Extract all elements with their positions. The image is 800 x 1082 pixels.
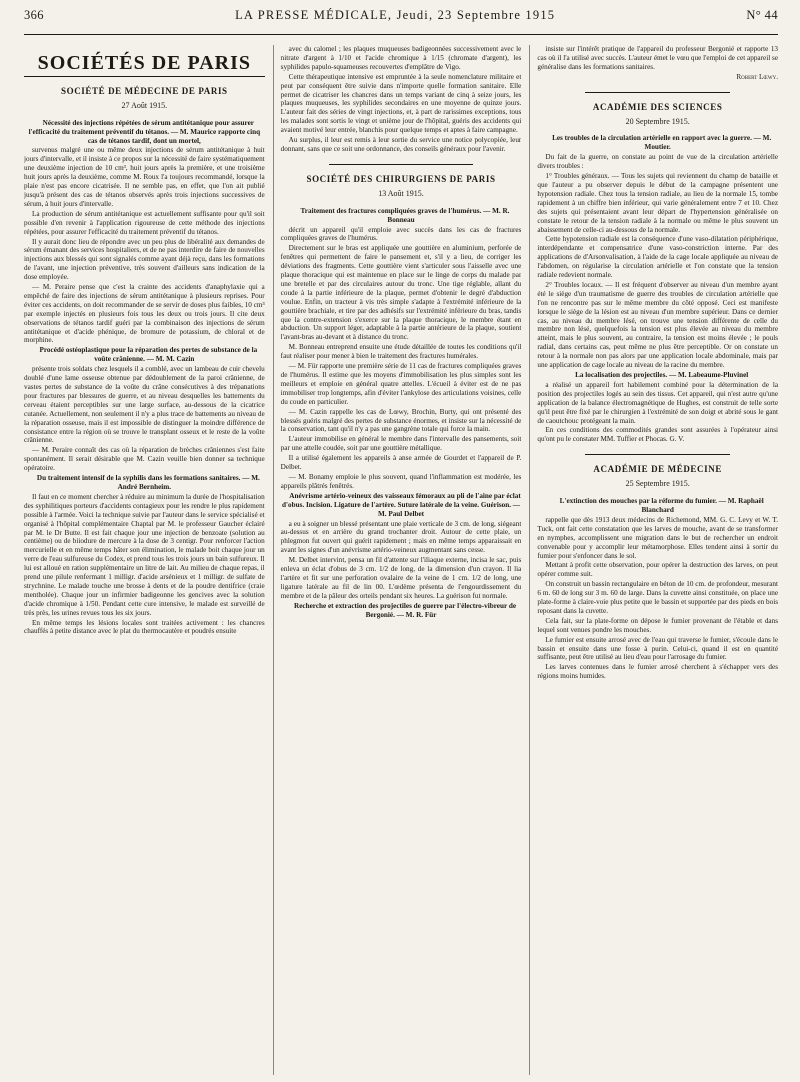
page-number: 366 (24, 8, 44, 22)
issue-number: N° 44 (746, 8, 778, 22)
society-title: SOCIÉTÉ DE MÉDECINE DE PARIS (61, 85, 228, 96)
col1-items (24, 119, 265, 637)
paragraph: Il a utilisé également les appareils à anse armée de Gourdet et l'appareil de P. Delbet. (280, 454, 522, 472)
paragraph: a eu à soigner un blessé présentant une plaie verticale de 3 cm. de long, siégeant au-dessus et en arrière du grand trochanter droit. Autour de cette plaie, un phlegmon fut ouvert qui guérit rapidement ; mais en même temps apparaissait en avant les signes d'un anévrisme artério-veineux augmentant sans cesse. (280, 519, 522, 555)
paragraph: Cette thérapeutique intensive est empruntée à la seule nomenclature militaire et peut par conséquent être suivie dans n'importe quelle formation sanitaire. Elle permet de cicatriser les chancres dans un temps variant de cinq à seize jours, les plaques muqueuses, les syphilides secondaires en une moyenne de quinze jours. L'auteur fait des séries de vingt injections, et, à part de rarissimes exceptions, tous les malades sont sortis le vingt et unième jour de l'hôpital, guéris des accidents qui avaient motivé leur entrée, blanchis pour quelque temps et aptes à faire campagne. (280, 72, 522, 135)
paragraph: décrit un appareil qu'il emploie avec succès dans les cas de fractures compliquées graves de l'humérus. (280, 225, 522, 243)
society-title: SOCIÉTÉ DES CHIRURGIENS DE PARIS (306, 173, 496, 184)
column-3 (529, 45, 778, 1075)
col3-continuation (537, 45, 778, 72)
paragraph: présente trois soldats chez lesquels il a comblé, avec un lambeau de cuir chevelu doublé d'une lame osseuse obtenue par dédoublement de la paroi crânienne, de vastes pertes de substance de la voûte du crâne consécutives à des trépanations pour fractures par blessures de guerre, et au niveau desquelles les battements du cerveau étaient perceptibles sur une large surface, au-dessous de la cicatrice cutanée. Actuellement, non seulement il n'y a plus trace de battements au niveau de la réparation osseuse, mais il est impossible de distinguer la moindre différence de consistance entre la région où se trouve le transplant osseux et le reste de la voûte crânienne. (24, 365, 265, 445)
paragraph: 1° Troubles généraux. — Tous les sujets qui reviennent du champ de bataille et que l'auteur a pu observer depuis le début de la campagne présentent une hypotension radiale. Chez tous la tension radiale, au lieu de la normale 15, tombe rapidement à un chiffre bien inférieur, qui varie généralement entre 7 et 10. Chez des sujets qui présentaient avant leur départ de l'hypertension généralisée on constate le retour de la tension radiale à la normale ou même le plus souvent un abaissement de celle-ci au-dessous de la normale. (537, 172, 779, 234)
article-heading: Les troubles de la circulation artérielle en rapport avec la guerre. — M. Moutier. (552, 134, 772, 152)
paragraph: M. Bonneau entreprend ensuite une étude détaillée de toutes les conditions qu'il faut réaliser pour mener à bien le traitement des fractures humérales. (280, 343, 522, 361)
paragraph: survenus malgré une ou même deux injections de sérum antitétanique à huit jours d'intervalle, et il insiste à ce propos sur la nécessité de faire systématiquement une deuxième injection de 10 cm³, huit jours après la première, et une troisième huit jours après la deuxième, comme M. Roux l'a toujours recommandé, lorsque la plaie n'est pas encore cicatrisée. Il ne semble pas, en effet, que l'on ait publié jusqu'à présent des cas de tétanos observés après trois injections successives de sérum, à huit jours d'intervalle. (24, 146, 265, 208)
society-date: 13 Août 1915. (378, 188, 424, 198)
paragraph: Le fumier est ensuite arrosé avec de l'eau qui traverse le fumier, s'écoule dans le bassin et ensuite dans une fosse à purin. Celui-ci, quand il est en quantité suffisante, peut être utilisé au lieu d'eau pour l'arrosage du fumier. (537, 635, 779, 662)
paragraph: L'auteur immobilise en général le membre dans l'intervalle des pansements, soit par une attelle coudée, soit par une gouttière métallique. (280, 435, 522, 453)
paragraph: Cela fait, sur la plate-forme on dépose le fumier provenant de l'étable et dans lequel sont venues pondre les mouches. (537, 616, 779, 634)
col2-continuation (281, 45, 522, 154)
paragraph: La production de sérum antitétanique est actuellement suffisante pour qu'il soit possible d'en revenir à l'application rigoureuse de cette méthode des injections répétées, pour assurer l'efficacité du traitement préventif du tétanos. (24, 209, 265, 236)
col3-items-sciences (537, 134, 778, 444)
paragraph: Au surplus, il leur est remis à leur sortie du service une notice polycopiée, leur donnant, sans que ce soit une ordonnance, des conseils généraux pour l'avenir. (280, 136, 522, 153)
article-heading: Anévrisme artério-veineux des vaisseaux fémoraux au pli de l'aine par éclat d'obus. Incision. Ligature de l'artère. Suture latérale de la veine. Guérison. — M. Paul Delbet (282, 491, 521, 518)
article-heading: Du traitement intensif de la syphilis dans les formations sanitaires. — M. André Bernheim. (36, 474, 260, 491)
academy-date: 25 Septembre 1915. (625, 479, 690, 489)
paragraph: En même temps les lésions locales sont traitées activement : les chancres chauffés à petite distance avec le plat du thermocautère et poudrés ensuite (24, 618, 265, 636)
col3-items-medecine (537, 497, 778, 681)
separator (585, 92, 729, 93)
column-1 (24, 45, 265, 1075)
paragraph: — M. Bonamy emploie le plus souvent, quand l'inflammation est modérée, les appareils plâtrés fenêtrés. (280, 472, 522, 490)
paragraph: Il y aurait donc lieu de répondre avec un peu plus de libéralité aux demandes de sérum émanant des services hospitaliers, et de ne pas interdire de faire de nouvelles injections aux blessés qui sont signalés comme ayant déjà reçu, dans les formations de l'avant, une injection préventive, très souvent d'ailleurs sans indication de la dose employée. (24, 237, 265, 282)
article-heading: Traitement des fractures compliquées graves de l'humérus. — M. R. Bonneau (300, 206, 510, 224)
paragraph: Il faut en ce moment chercher à réduire au minimum la durée de l'hospitalisation des syphilitiques porteurs d'accidents contagieux pour les rendre le plus rapidement possible à l'armée. Voici la technique suivie par l'auteur dans le service spécialisé et organisé à l'hôpital complémentaire Chaptal par M. le professeur Gaucher éclairé par M. le Dr Butte. Il est fait chaque jour une injection de benzoate (solution au centième) ou de biiodure de mercure à la dose de 3 centigr. Pour renforcer l'action mercurielle et en même temps hâter son élimination, le malade boit chaque jour un verre de l'eau sulfureuse du Codex, et prend tous les trois jours un bain sulfureux. Il lui est alloué en ration supplémentaire un litre de lait. Au milieu de chaque repas, il prend une pilule renfermant 1 milligr. d'acide arsénieux et 1 milligr. de sulfate de strychnine. Le malade touche une brosse à dents et de la poudre dentifrice (craie mentholée). Chaque jour un infirmier badigeonne les gencives avec la solution d'acide chromique à 1/50. Pendant cette cure intensive, le malade est surveillé de très près, les urines revues tous les six jours. (24, 492, 265, 617)
signature: Robert Lœwy. (736, 72, 779, 81)
academy-title: ACADÉMIE DE MÉDECINE (593, 464, 722, 475)
paragraph: rappelle que dès 1913 deux médecins de Richemond, MM. G. C. Levy et W. T. Tuck, ont fait cette constatation que les larves de mouche, avant de se transformer en nymphes, accomplissent une migration dans le but de rechercher un endroit convenable pour y accomplir leur métamorphose. Elles tendent ainsi à sortir du fumier pour s'enfoncer dans le sol. (537, 515, 779, 560)
society-date: 27 Août 1915. (121, 100, 168, 110)
academy-date: 20 Septembre 1915. (625, 116, 690, 126)
paragraph: avec du calomel ; les plaques muqueuses badigeonnées successivement avec le nitrate d'argent à 1/10 et l'acide chromique à 1/15 (chromate d'argent), les syphilides papulo-squameuses recouvertes d'emplâtre de Vigo. (280, 45, 522, 71)
article-heading: Procédé ostéoplastique pour la réparation des pertes de substance de la voûte crânienne. — M. M. Cazin (39, 346, 258, 364)
journal-title: LA PRESSE MÉDICALE, Jeudi, 23 Septembre 1915 (235, 8, 556, 22)
paragraph: En ces conditions des commodités grandes sont assurées à l'opérateur ainsi qu'ont pu le constater MM. Tuffier et Phocas. G. V. (537, 426, 779, 444)
paragraph: Cette hypotension radiale est la conséquence d'une vaso-dilatation périphérique, interdépendante et compensatrice d'une vaso-constriction interne. Par des applications de d'Arsonvalisation, à l'aide de la cage locale appliquée au niveau de l'abdomen, on régularise la circulation artérielle et l'on constate que la tension radiale redevient normale. (537, 235, 779, 280)
separator (329, 164, 473, 165)
paragraph: Mettant à profit cette observation, pour opérer la destruction des larves, on peut opérer comme suit. (537, 561, 779, 579)
paragraph: — M. Peraire pense que c'est la crainte des accidents d'anaphylaxie qui a empêché de faire des injections de sérum antitétanique à plusieurs reprises. Pour éviter ces accidents, on doit recommander de se servir de doses plus faibles, 10 cm³ par exemple injectés en plusieurs fois tous les deux ou trois jours. Il cite deux observations de tétanos tardif guéri par la combinaison des injections de sérum antitétanique et d'acide phénique, de bromure de potassium, de chloral et de morphine. (24, 283, 265, 345)
paragraph: — M. Für rapporte une première série de 11 cas de fractures compliquées graves de l'humérus. Il estime que les moyens d'immobilisation les plus simples sont les meilleurs et emploie en général quatre attelles. L'écueil à éviter est de ne pas immobiliser trop longtemps, afin d'éviter l'ankylose des articulations voisines, celle du coude en particulier. (280, 362, 522, 406)
paragraph: a réalisé un appareil fort habilement combiné pour la détermination de la position des projectiles logés au sein des tissus. Cet appareil, qui n'est autre qu'une application de la balance électromagnétique de Hughes, est construit de telle sorte qu'il peut être fixé par le chirurgien à l'extrémité de son doigt et abrité sous le gant de caoutchouc protégeant la main. (537, 380, 779, 425)
paragraph: 2° Troubles locaux. — Il est fréquent d'observer au niveau d'un membre ayant été le siège d'un traumatisme de guerre des troubles de circulation artérielle que l'on ne rencontre pas sur le même membre du côté opposé. Ceci est manifeste lorsque le siège de la lésion est au niveau d'un membre supérieur. Dans ce dernier cas, au niveau du membre lésé, on trouve une tension différente de celle du membre non lésé, quelquefois la tension est plus élevée au niveau du membre atteint, mais le plus souvent, au contraire, la tension est moins élevée ; le pouls radial, dans certains cas, peut même ne plus être perceptible. Or on constate un retour à la normale non pas alors par une application locale abdominale, mais par une application de cage locale au niveau de la racine du membre. (537, 280, 779, 370)
col2-items (281, 207, 522, 620)
separator (585, 454, 729, 455)
article-heading: Recherche et extraction des projectiles de guerre par l'électro-vibreur de Bergonié. — M. R. Für (294, 601, 517, 619)
academy-title: ACADÉMIE DES SCIENCES (592, 101, 723, 112)
paragraph: On construit un bassin rectangulaire en béton de 10 cm. de profondeur, mesurant 6 m. 60 de long sur 3 m. 60 de large. Dans la cuvette ainsi constituée, on place une plate-forme à claire-voie plus petite que le bassin et supportée par des pieds en bois reposant dans la cuvette. (537, 580, 779, 615)
paragraph: insiste sur l'intérêt pratique de l'appareil du professeur Bergonié et rapporte 13 cas où il l'a utilisé avec succès. L'auteur émet le vœu que l'emploi de cet appareil se généralise dans les formations sanitaires. (537, 45, 779, 71)
paragraph: M. Delbet intervint, pensa un fil d'attente sur l'iliaque externe, incisa le sac, puis enleva un éclat d'obus de 3 cm. 1/2 de long, de la dimension d'un crayon. Il lia l'artère et fit sur une perforation ovalaire de la veine de 1 cm. 1/2 de long, une ligature latérale au fil de lin 00. L'œdème présenta de l'engourdissement du membre et de la pâleur des orteils pendant six heures. La guérison fut normale. (280, 556, 522, 600)
paragraph: Directement sur le bras est appliquée une gouttière en aluminium, perforée de fenêtres qui permettent de faire le pansement et, s'il y a lieu, de corriger les déviations des fragments. Cette gouttière vient s'articuler sous l'aisselle avec une plaque thoracique qui est maintenue en place sur le linge de corps du malade par une bretelle et par des circulaires autour du tronc. Une tige réglable, allant du coude à la partie inférieure de la plaque, permet d'obtenir le degré d'abduction voulue. Enfin, un tracteur à vis très simple s'adapte à l'extrémité inférieure de la gouttière brachiale, et tire par des adhésifs sur l'extrémité inférieure du bras, tandis que la contre-extension s'exerce sur la plaque thoracique, le membre étant en abduction. Un support léger, adaptable à la partie antérieure de la plaque, soutient l'avant-bras au-devant et à distance du tronc. (280, 244, 522, 342)
paragraph: Les larves contenues dans le fumier arrosé cherchent à s'échapper vers des régions moins humides. (537, 663, 779, 681)
paragraph: — M. Peraire connaît des cas où la réparation de brèches crâniennes s'est faite spontanément. Il serait désirable que M. Cazin veuille bien donner sa technique opératoire. (24, 446, 265, 473)
section-rubric: SOCIÉTÉS DE PARIS (24, 59, 265, 77)
page-header (24, 0, 778, 35)
column-2 (273, 45, 522, 1075)
article-heading: L'extinction des mouches par la réforme du fumier. — M. Raphaël Blanchard (559, 497, 764, 514)
article-heading: La localisation des projectiles. — M. Labeaume-Pluvinel (575, 371, 749, 379)
article-heading: Nécessité des injections répétées de sérum antitétanique pour assurer l'efficacité du traitement préventif du tétanos. — M. Maurice rapporte cinq cas de tétanos tardif, dont un mortel, (28, 118, 261, 145)
paragraph: Du fait de la guerre, on constate au point de vue de la circulation artérielle divers troubles : (537, 153, 779, 171)
paragraph: — M. Cazin rappelle les cas de Lœwy, Brochin, Burty, qui ont présenté des blessés guéris malgré des pertes de substance énormes, et insiste sur la nécessité de la conservation, tant qu'il n'y a pas une gangrène totale qui force la main. (280, 407, 522, 434)
